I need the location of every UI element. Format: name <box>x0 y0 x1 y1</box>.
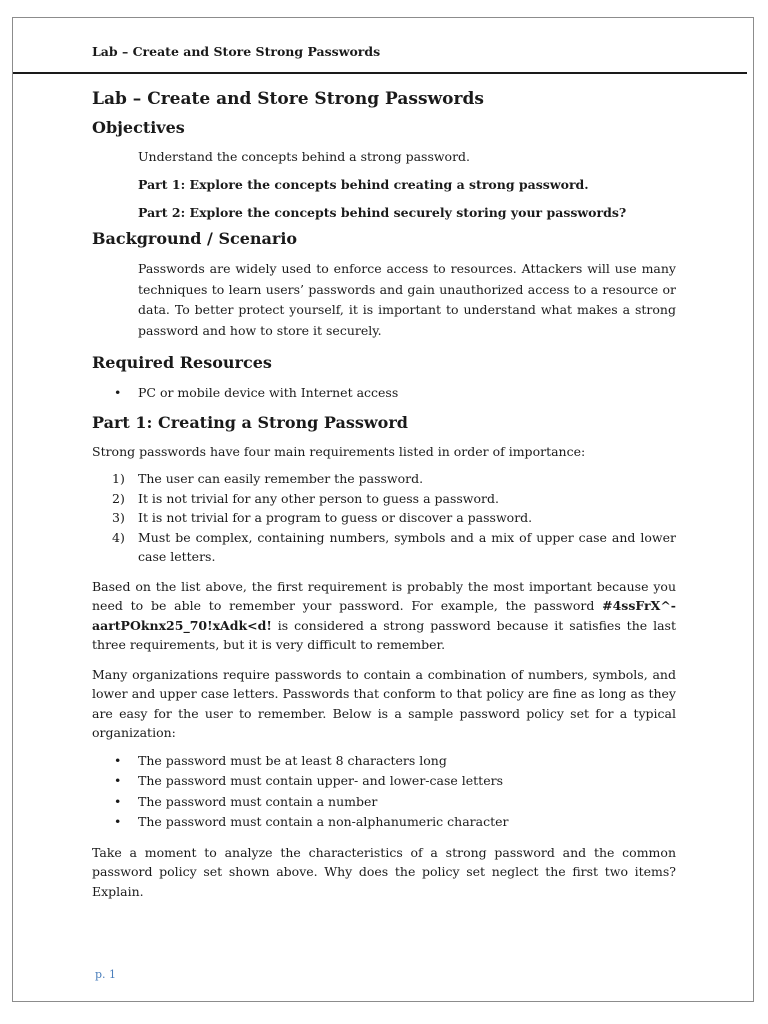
list-item <box>92 469 676 489</box>
analysis-paragraph: Take a moment to analyze the characteristics of a strong password and the common password policy set shown above. Why does the policy set neglect the first two items? Explain. <box>92 844 676 899</box>
para1-text-before: Based on the list above, the first requirement is probably the most important because you need to be able to remember your password. For example, the password <box>92 578 676 613</box>
requirements-list <box>92 469 676 567</box>
policy-item-text: The password must contain a number <box>138 793 378 809</box>
policy-item-text: The password must be at least 8 characters long <box>138 752 447 768</box>
document-page <box>12 17 754 1002</box>
list-item <box>92 508 676 528</box>
bullet-icon: • <box>114 752 122 768</box>
policy-item-text: The password must contain upper- and lower-case letters <box>138 773 503 788</box>
page-content <box>92 90 676 901</box>
objectives-heading: Objectives <box>92 118 185 137</box>
background-section <box>92 259 676 341</box>
page-title: Lab – Create and Store Strong Passwords <box>92 89 484 109</box>
requirement-text: It is not trivial for any other person to guess a password. <box>138 490 499 506</box>
list-number: 1) <box>112 471 125 486</box>
background-text: Passwords are widely used to enforce access to resources. Attackers will use many techniques to learn users’ passwords and gain unauthorized access to a resource or data. To better protect yourself, it is important to understand what makes a strong password and how to store it securely. <box>138 261 676 338</box>
example-password: #4ssFrX^-aartPOknx25_70!xAdk<d! <box>92 598 676 633</box>
list-number: 3) <box>112 510 125 525</box>
list-number: 4) <box>112 529 125 545</box>
para1-text-after: is considered a strong password because it satisfies the last three requirements, but it is very difficult to remember. <box>92 617 676 652</box>
policy-list <box>92 751 676 833</box>
list-item <box>92 751 676 772</box>
bullet-icon: • <box>114 793 122 809</box>
resources-heading: Required Resources <box>92 353 272 372</box>
part1-heading: Part 1: Creating a Strong Password <box>92 412 408 432</box>
requirement-text: The user can easily remember the password. <box>138 471 424 486</box>
header-rule <box>13 72 747 74</box>
resource-item-text: PC or mobile device with Internet access <box>138 385 399 400</box>
background-heading: Background / Scenario <box>92 229 298 248</box>
objective-part2: Part 2: Explore the concepts behind securely storing your passwords? <box>138 205 627 220</box>
bullet-icon: • <box>114 814 122 829</box>
objectives-intro: Understand the concepts behind a strong password. <box>138 149 471 164</box>
objectives-list <box>92 149 676 221</box>
bullet-icon: • <box>114 773 122 788</box>
page-number: p. 1 <box>95 968 117 981</box>
list-item <box>92 771 676 792</box>
running-header: Lab – Create and Store Strong Passwords <box>92 44 381 59</box>
policy-item-text: The password must contain a non-alphanumeric character <box>138 814 509 829</box>
list-item <box>92 528 676 567</box>
requirement-text: It is not trivial for a program to guess or discover a password. <box>138 510 533 525</box>
part1-intro: Strong passwords have four main requirements listed in order of importance: <box>92 443 586 459</box>
list-item <box>92 489 676 509</box>
policy-intro-paragraph: Many organizations require passwords to contain a combination of numbers, symbols, and lower and upper case letters. Passwords that conform to that policy are fine as long as they are easy for the user to remember. Below is a sample password policy set for a typical organization: <box>92 666 676 740</box>
password-example-paragraph <box>92 577 676 655</box>
list-number: 2) <box>112 490 125 506</box>
objective-part1: Part 1: Explore the concepts behind creating a strong password. <box>138 177 589 192</box>
list-item <box>92 383 676 404</box>
requirement-text: Must be complex, containing numbers, symbols and a mix of upper case and lower case letters. <box>138 529 676 564</box>
list-item <box>92 812 676 833</box>
list-item <box>92 792 676 813</box>
bullet-icon: • <box>114 385 122 400</box>
resources-list <box>92 383 676 404</box>
